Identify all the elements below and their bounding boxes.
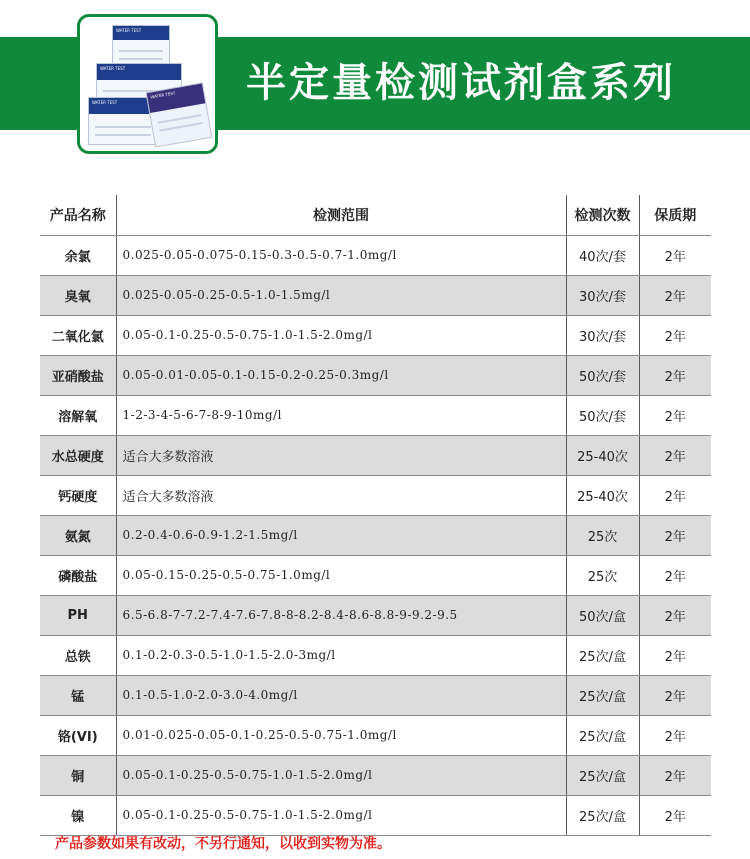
product-box: WATER TEST xyxy=(96,63,182,107)
product-name: 余氯 xyxy=(40,235,116,275)
table-header-row xyxy=(40,195,711,235)
table-row xyxy=(40,475,711,515)
detection-range: 适合大多数溶液 xyxy=(116,475,566,515)
product-name: 钙硬度 xyxy=(40,475,116,515)
product-name: 溶解氧 xyxy=(40,395,116,435)
shelf-life: 2年 xyxy=(639,355,711,395)
product-name: 总铁 xyxy=(40,635,116,675)
detection-range: 0.01-0.025-0.05-0.1-0.25-0.5-0.75-1.0mg/l xyxy=(116,715,566,755)
product-name: 氨氮 xyxy=(40,515,116,555)
shelf-life: 2年 xyxy=(639,235,711,275)
test-count: 40次/套 xyxy=(566,235,639,275)
detection-range: 6.5-6.8-7-7.2-7.4-7.6-7.8-8-8.2-8.4-8.6-8.8-9-9.2-9.5 xyxy=(116,595,566,635)
detection-range: 0.1-0.2-0.3-0.5-1.0-1.5-2.0-3mg/l xyxy=(116,635,566,675)
shelf-life: 2年 xyxy=(639,795,711,835)
table-row xyxy=(40,315,711,355)
table-row xyxy=(40,795,711,835)
shelf-life: 2年 xyxy=(639,395,711,435)
shelf-life: 2年 xyxy=(639,515,711,555)
test-count: 25次/盒 xyxy=(566,635,639,675)
detection-range: 0.05-0.01-0.05-0.1-0.15-0.2-0.25-0.3mg/l xyxy=(116,355,566,395)
test-count: 25次/盒 xyxy=(566,795,639,835)
product-name: PH xyxy=(40,595,116,635)
table-row xyxy=(40,555,711,595)
product-name: 铬(VI) xyxy=(40,715,116,755)
shelf-life: 2年 xyxy=(639,555,711,595)
test-count: 25次 xyxy=(566,555,639,595)
test-count: 50次/盒 xyxy=(566,595,639,635)
detection-range: 0.025-0.05-0.075-0.15-0.3-0.5-0.7-1.0mg/l xyxy=(116,235,566,275)
table-row xyxy=(40,595,711,635)
test-count: 30次/套 xyxy=(566,315,639,355)
table-row xyxy=(40,395,711,435)
shelf-life: 2年 xyxy=(639,275,711,315)
product-name: 镍 xyxy=(40,795,116,835)
product-name: 水总硬度 xyxy=(40,435,116,475)
column-header-shelf-life: 保质期 xyxy=(639,195,711,235)
shelf-life: 2年 xyxy=(639,635,711,675)
detection-range: 0.05-0.1-0.25-0.5-0.75-1.0-1.5-2.0mg/l xyxy=(116,795,566,835)
product-name: 锰 xyxy=(40,675,116,715)
shelf-life: 2年 xyxy=(639,315,711,355)
test-count: 50次/套 xyxy=(566,395,639,435)
test-count: 25次/盒 xyxy=(566,715,639,755)
table-row xyxy=(40,675,711,715)
detection-range: 适合大多数溶液 xyxy=(116,435,566,475)
product-name: 二氧化氯 xyxy=(40,315,116,355)
detection-range: 0.1-0.5-1.0-2.0-3.0-4.0mg/l xyxy=(116,675,566,715)
column-header-name: 产品名称 xyxy=(40,195,116,235)
test-count: 25次/盒 xyxy=(566,755,639,795)
shelf-life: 2年 xyxy=(639,755,711,795)
disclaimer-note: 产品参数如果有改动，不另行通知，以收到实物为准。 xyxy=(55,836,391,852)
test-count: 25-40次 xyxy=(566,435,639,475)
table-row xyxy=(40,715,711,755)
detection-range: 0.05-0.1-0.25-0.5-0.75-1.0-1.5-2.0mg/l xyxy=(116,315,566,355)
shelf-life: 2年 xyxy=(639,715,711,755)
shelf-life: 2年 xyxy=(639,435,711,475)
product-spec-table xyxy=(40,195,711,836)
test-count: 50次/套 xyxy=(566,355,639,395)
test-count: 25次 xyxy=(566,515,639,555)
product-name: 臭氧 xyxy=(40,275,116,315)
column-header-range: 检测范围 xyxy=(116,195,566,235)
table-row xyxy=(40,355,711,395)
detection-range: 0.2-0.4-0.6-0.9-1.2-1.5mg/l xyxy=(116,515,566,555)
page-title: 半定量检测试剂盒系列 xyxy=(246,60,676,106)
shelf-life: 2年 xyxy=(639,675,711,715)
product-box: WATER TEST xyxy=(146,82,213,147)
table-row xyxy=(40,435,711,475)
product-image xyxy=(77,14,218,154)
table-row xyxy=(40,515,711,555)
product-name: 亚硝酸盐 xyxy=(40,355,116,395)
table-row xyxy=(40,755,711,795)
detection-range: 0.05-0.15-0.25-0.5-0.75-1.0mg/l xyxy=(116,555,566,595)
test-count: 25-40次 xyxy=(566,475,639,515)
detection-range: 0.05-0.1-0.25-0.5-0.75-1.0-1.5-2.0mg/l xyxy=(116,755,566,795)
product-box: WATER TEST xyxy=(112,25,170,77)
table-row xyxy=(40,235,711,275)
shelf-life: 2年 xyxy=(639,595,711,635)
test-count: 30次/套 xyxy=(566,275,639,315)
table-row xyxy=(40,275,711,315)
detection-range: 1-2-3-4-5-6-7-8-9-10mg/l xyxy=(116,395,566,435)
detection-range: 0.025-0.05-0.25-0.5-1.0-1.5mg/l xyxy=(116,275,566,315)
product-box: WATER TEST xyxy=(88,97,158,145)
shelf-life: 2年 xyxy=(639,475,711,515)
product-name: 磷酸盐 xyxy=(40,555,116,595)
test-count: 25次/盒 xyxy=(566,675,639,715)
column-header-count: 检测次数 xyxy=(566,195,639,235)
product-name: 铜 xyxy=(40,755,116,795)
table-row xyxy=(40,635,711,675)
